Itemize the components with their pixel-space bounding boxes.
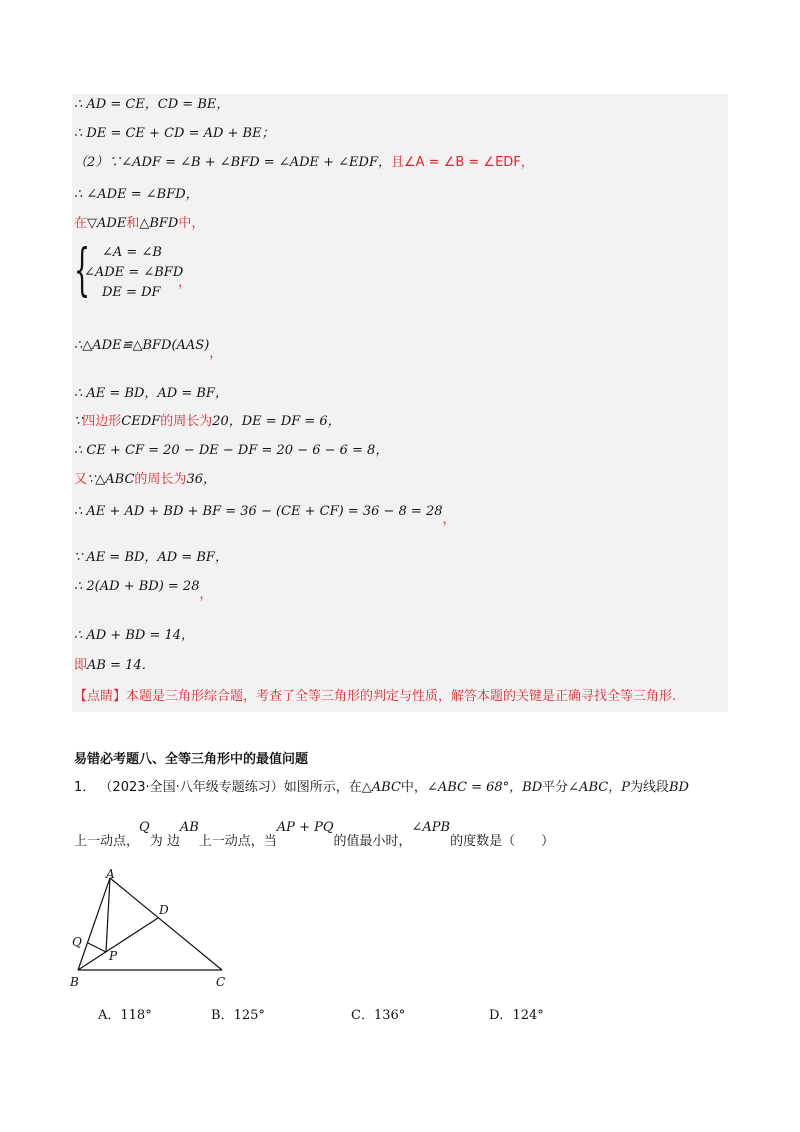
math-text: AB — [179, 820, 199, 835]
text: 的周长为 — [160, 414, 213, 429]
solution-line-9 — [74, 442, 388, 460]
math-text: （2）∵∠ADF = ∠B + ∠BFD = ∠ADE + ∠EDF， — [74, 155, 391, 170]
text: 又 — [74, 472, 88, 487]
option-letter: D． — [489, 1008, 513, 1023]
solution-line-13 — [74, 578, 213, 602]
math-text: AP + PQ — [276, 820, 334, 835]
text: 的度数是（ ） — [450, 834, 555, 849]
math-text: ∴ ∠ADE = ∠BFD， — [74, 187, 199, 202]
question-source: （2023·全国·八年级专题练习）如图所示，在 — [99, 780, 362, 795]
text: 的周长为 — [134, 472, 187, 487]
math-text: 36， — [186, 472, 216, 487]
math-text: ∴ AD + BD = 14， — [74, 628, 195, 643]
text: 上一动点，当 — [198, 834, 277, 849]
label-d: D — [159, 903, 169, 917]
condition-text: 且∠A = ∠B = ∠EDF， — [390, 155, 534, 170]
solution-line-4 — [74, 186, 199, 204]
option-b[interactable] — [211, 1004, 265, 1023]
math-text: P — [621, 780, 630, 795]
math-text: ∠ABC = 68°， — [426, 780, 523, 795]
solution-line-8 — [74, 413, 341, 431]
brace-icon: { — [74, 238, 91, 303]
text: 平分 — [542, 780, 569, 795]
comma: ， — [442, 512, 456, 527]
triangle-figure — [64, 868, 244, 996]
math-text: ∴ 2(AD + BD) = 28 — [74, 579, 200, 594]
option-letter: A． — [98, 1008, 121, 1023]
math-text: ▽ADE — [87, 216, 127, 231]
math-text: △ABC — [361, 780, 401, 795]
side-ac — [110, 878, 222, 970]
triangle-diagram — [64, 868, 244, 992]
math-text: ∵ AE = BD，AD = BF， — [74, 550, 228, 565]
solution-line-10 — [74, 471, 216, 489]
label-q: Q — [72, 935, 82, 949]
math-text: ∴ CE + CF = 20 − DE − DF = 20 − 6 − 6 = 8， — [74, 443, 389, 458]
section-title: 易错必考题八、全等三角形中的最值问题 — [74, 752, 309, 767]
solution-line-1 — [74, 96, 229, 114]
solution-line-5 — [74, 215, 204, 233]
math-text: ∴ AD = CE，CD = BE， — [74, 97, 230, 112]
text: 为线段 — [629, 780, 669, 795]
solution-line-2 — [74, 125, 275, 143]
math-text: CEDF — [121, 414, 161, 429]
text: 和 — [126, 216, 140, 231]
label-b: B — [70, 975, 79, 989]
text: 上一动点， — [74, 834, 140, 849]
equation-system — [74, 238, 194, 303]
option-a[interactable] — [98, 1004, 152, 1023]
label-a: A — [106, 868, 115, 881]
text: 在 — [74, 216, 88, 231]
solution-line-14 — [74, 627, 194, 645]
solution-line-15 — [74, 657, 155, 675]
math-text: ∵△ABC — [87, 472, 135, 487]
solution-line-6 — [74, 337, 223, 361]
label-c: C — [216, 975, 226, 989]
label-p: P — [109, 949, 118, 963]
math-text: 20，DE = DF = 6， — [212, 414, 341, 429]
text: 的值最小时， — [333, 834, 412, 849]
solution-line-12 — [74, 549, 228, 567]
option-c[interactable] — [351, 1004, 405, 1023]
system-row: ∠ADE = ∠BFD — [84, 265, 184, 280]
text: 即 — [74, 658, 88, 673]
math-text: ∠ABC， — [568, 780, 622, 795]
option-value: 125° — [233, 1008, 265, 1023]
question-line-2 — [74, 820, 555, 849]
math-text: BD — [668, 780, 689, 795]
option-value: 124° — [512, 1008, 544, 1023]
math-text: ∵ — [74, 414, 83, 429]
question-number: 1． — [74, 780, 96, 795]
solution-line-3 — [74, 154, 534, 172]
comma: ， — [199, 587, 213, 602]
option-letter: B． — [211, 1008, 234, 1023]
text: 四边形 — [82, 414, 122, 429]
math-text: BD — [522, 780, 543, 795]
math-text: ∴ DE = CE + CD = AD + BE； — [74, 126, 275, 141]
math-text: △BFD — [139, 216, 179, 231]
question-line-1 — [74, 776, 689, 795]
system-row: ∠A = ∠B — [102, 245, 162, 260]
math-text: Q — [139, 820, 150, 835]
math-text: ∴△ADE≌△BFD(AAS) — [74, 338, 210, 353]
solution-line-11 — [74, 503, 456, 527]
math-text: ∴ AE = BD，AD = BF， — [74, 386, 228, 401]
math-text: AB = 14． — [87, 658, 155, 673]
comma: ， — [209, 346, 223, 361]
option-value: 136° — [373, 1008, 406, 1023]
comment-text: 【点睛】本题是三角形综合题，考查了全等三角形的判定与性质，解答本题的关键是正确寻找全等三角形. — [74, 689, 677, 704]
math-text: ∠APB — [411, 820, 451, 835]
math-text: ∴ AE + AD + BD + BF = 36 − (CE + CF) = 36 − 8 = 28 — [74, 504, 443, 519]
solution-line-7 — [74, 385, 228, 403]
segment-pq — [88, 943, 106, 952]
text: 为 边 — [149, 834, 180, 849]
option-d[interactable] — [489, 1004, 544, 1023]
option-value: 118° — [120, 1008, 152, 1023]
comma: ， — [178, 275, 192, 290]
system-row: DE = DF — [102, 285, 161, 300]
text: 中， — [400, 780, 427, 795]
text: 中， — [178, 216, 205, 231]
option-letter: C． — [351, 1008, 374, 1023]
side-ab — [78, 878, 110, 970]
